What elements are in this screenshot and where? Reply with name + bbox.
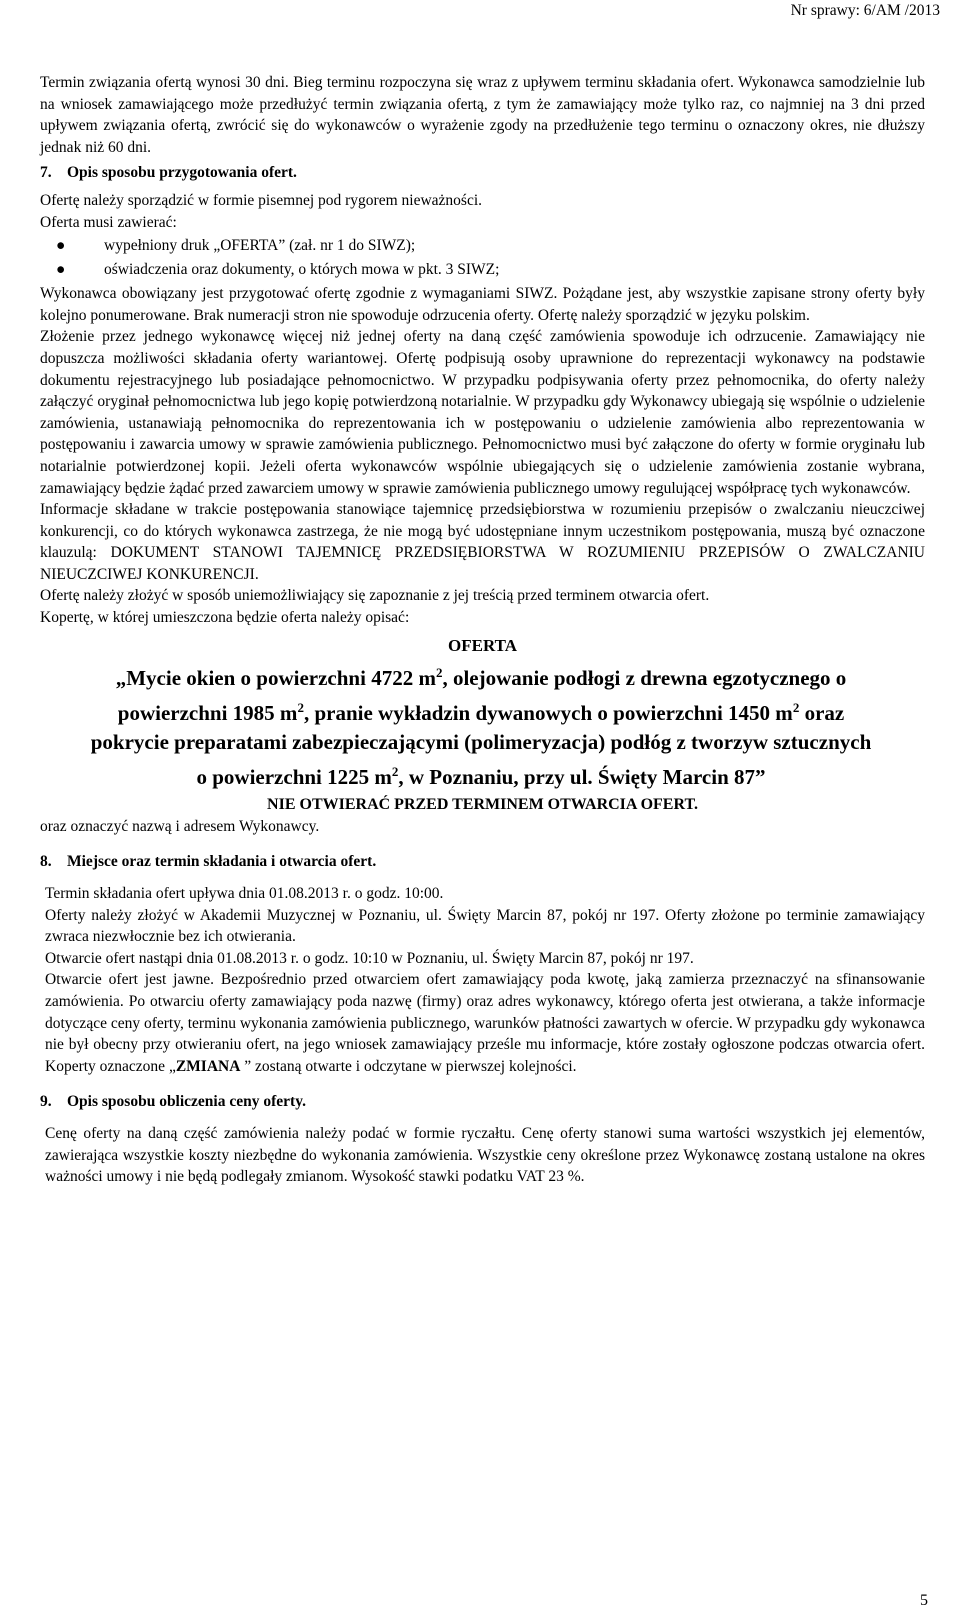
section-8-heading (40, 851, 925, 873)
section-7-p2: Oferta musi zawierać: (40, 213, 177, 231)
list-item (40, 234, 925, 258)
section-8-p4-text: Otwarcie ofert jest jawne. Bezpośrednio przed otwarciem ofert zamawiający poda kwotę, jaką zamierza przeznaczyć na sfinansowanie zamówienia. Po otwarciu oferty zamawiający poda nazwę (firmy) oraz adres wykonawcy, którego oferta jest otwierana, a także informacje dotyczące ceny oferty, terminu wykonania zamówienia publicznego, warunków płatności zawartych w ofercie. W przypadku gdy wykonawca nie był obecny przy otwieraniu ofert, na jego wniosek zamawiający prześle mu informacje, które zostały ogłoszone podczas otwarcia ofert. Koperty oznaczone „ (45, 971, 925, 1075)
section-7-p3: Wykonawca obowiązany jest przygotować ofertę zgodnie z wymaganiami SIWZ. Pożądane jest, aby wszystkie zapisane strony oferty były kolejno ponumerowane. Brak numeracji stron nie spowoduje odrzucenia oferty. Ofertę należy sporządzić w języku polskim. (40, 285, 925, 324)
bullet-icon: ● (56, 237, 66, 255)
section-7-p7: Kopertę, w której umieszczona będzie oferta należy opisać: (40, 609, 410, 627)
section-7-title: Opis sposobu przygotowania ofert. (67, 164, 297, 182)
section-7-number: 7. (40, 164, 52, 182)
section-9-p1: Cenę oferty na daną część zamówienia należy podać w formie ryczałtu. Cenę oferty stanowi suma wartości wszystkich jej elementów, zawierająca wszystkie koszty niezbędne do wykonania zamówienia. Wszystkie ceny określone przez Wykonawcę zostaną ustalone na okres ważności umowy i nie będą podlegały zmianom. Wysokość stawki podatku VAT 23 %. (45, 1124, 925, 1186)
binding-period-paragraph: Termin związania ofertą wynosi 30 dni. Bieg terminu rozpoczyna się wraz z upływem terminu składania ofert. Wykonawca samodzielnie lub na wniosek zamawiającego może przedłużyć termin związania ofertą, z tym że zamawiający może tylko raz, co najmniej na 3 dni przed upływem związania ofertą, zwrócić się do wykonawców o wyrażenie zgody na przedłużenie tego terminu o oznaczony okres, nie dłuższy jednak niż 60 dni. (40, 74, 925, 156)
offer-title-line-4 (6, 757, 956, 792)
offer-label: OFERTA (448, 635, 517, 655)
section-9-body (45, 1123, 925, 1188)
section-8-body (45, 883, 925, 1077)
section-8-p3: Otwarcie ofert nastąpi dnia 01.08.2013 r. o godz. 10:10 w Poznaniu, ul. Święty Marcin 87, pokój nr 197. (45, 949, 694, 967)
list-item (40, 258, 925, 282)
do-not-open-notice: NIE OTWIERAĆ PRZED TERMINEM OTWARCIA OFERT. (267, 796, 698, 814)
section-7-p6: Ofertę należy złożyć w sposób uniemożliwiający się zapoznanie z jej treścią przed terminem otwarcia ofert. (40, 587, 710, 605)
case-number: Nr sprawy: 6/AM /2013 (790, 2, 940, 19)
offer-title-text: , olejowanie podłogi z drewna egzotycznego o (442, 666, 847, 691)
section-9-number: 9. (40, 1093, 52, 1111)
offer-title-text: powierzchni 1985 m (117, 701, 298, 726)
section-8-p1: Termin składania ofert upływa dnia 01.08.2013 r. o godz. 10:00. (45, 885, 444, 903)
superscript: 2 (435, 665, 443, 681)
zmiana-label: ZMIANA (175, 1057, 241, 1075)
section-8-p4 (45, 969, 925, 1077)
offer-title-text: , pranie wykładzin dywanowych o powierzchni 1450 m (303, 701, 793, 726)
superscript: 2 (792, 700, 800, 716)
offer-title (6, 658, 956, 792)
offer-title-text: „Mycie okien o powierzchni 4722 m (115, 666, 436, 691)
section-8-p4-text-end: ” zostaną otwarte i odczytane w pierwszej kolejności. (240, 1057, 577, 1075)
offer-title-text: oraz (799, 701, 845, 726)
section-8-p2: Oferty należy złożyć w Akademii Muzycznej w Poznaniu, ul. Święty Marcin 87, pokój nr 197. Oferty złożone po terminie zamawiający zwraca niezwłocznie bez ich otwierania. (45, 906, 925, 946)
offer-title-text: , w Poznaniu, przy ul. Święty Marcin 87” (398, 765, 766, 790)
required-contents-list (40, 234, 925, 282)
section-7-p4: Złożenie przez jednego wykonawcę więcej niż jednej oferty na daną część zamówienia spowoduje ich odrzucenie. Zamawiający nie dopuszcza możliwości składania oferty wariantowej. Ofertę podpisują osoby uprawnione do reprezentacji wykonawcy na podstawie dokumentu rejestracyjnego lub posiadające pełnomocnictwo. W przypadku podpisywania oferty przez pełnomocnika, do oferty należy załączyć oryginał pełnomocnictwa lub jego kopię potwierdzoną notarialnie. W przypadku gdy Wykonawcy ubiegają się wspólnie o udzielenie zamówienia, ustanawiają pełnomocnika do reprezentowania ich w postępowaniu o udzielenie zamówienia albo reprezentowania w postępowaniu i zawarcia umowy w sprawie zamówienia publicznego. Pełnomocnictwo musi być załączone do oferty w formie oryginału lub notarialnie potwierdzonej kopii. Jeżeli oferta wykonawców wspólnie ubiegających się o udzielenie zamówienia zostanie wybrana, zamawiający będzie żądać przed zawarciem umowy w sprawie zamówienia publicznego umowy regulującej współpracę tych wykonawców. (40, 328, 925, 497)
section-7-p5: Informacje składane w trakcie postępowania stanowiące tajemnicę przedsiębiorstwa w rozumieniu przepisów o zwalczaniu nieuczciwej konkurencji, co do których wykonawca zastrzega, że nie mogą być udostępniane innym uczestnikom postępowania, muszą być oznaczone klauzulą: DOKUMENT STANOWI TAJEMNICĘ PRZEDSIĘBIORSTWA W ROZUMIENIU PRZEPISÓW O ZWALCZANIU NIEUCZCIWEJ KONKURENCJI. (40, 501, 925, 583)
page-number: 5 (920, 1592, 928, 1609)
section-7-p8: oraz oznaczyć nazwą i adresem Wykonawcy. (40, 817, 320, 835)
bullet-icon: ● (56, 261, 66, 279)
superscript: 2 (297, 700, 304, 716)
section-7-heading (40, 162, 925, 184)
section-9-title: Opis sposobu obliczenia ceny oferty. (67, 1093, 306, 1111)
offer-title-line-2 (6, 693, 956, 728)
section-8-number: 8. (40, 853, 52, 871)
offer-title-text: o powierzchni 1225 m (196, 765, 392, 790)
offer-title-line-3: pokrycie preparatami zabezpieczającymi (polimeryzacja) podłóg z tworzyw sztucznych (90, 730, 872, 755)
list-item-text: wypełniony druk „OFERTA” (zał. nr 1 do SIWZ); (104, 237, 416, 255)
offer-title-line-1 (6, 658, 956, 693)
section-8-title: Miejsce oraz termin składania i otwarcia ofert. (67, 853, 377, 871)
section-7-p1: Ofertę należy sporządzić w formie pisemnej pod rygorem nieważności. (40, 191, 483, 209)
section-9-heading (40, 1091, 925, 1113)
document-body (40, 72, 925, 1188)
superscript: 2 (391, 764, 399, 780)
list-item-text: oświadczenia oraz dokumenty, o których mowa w pkt. 3 SIWZ; (104, 261, 500, 279)
